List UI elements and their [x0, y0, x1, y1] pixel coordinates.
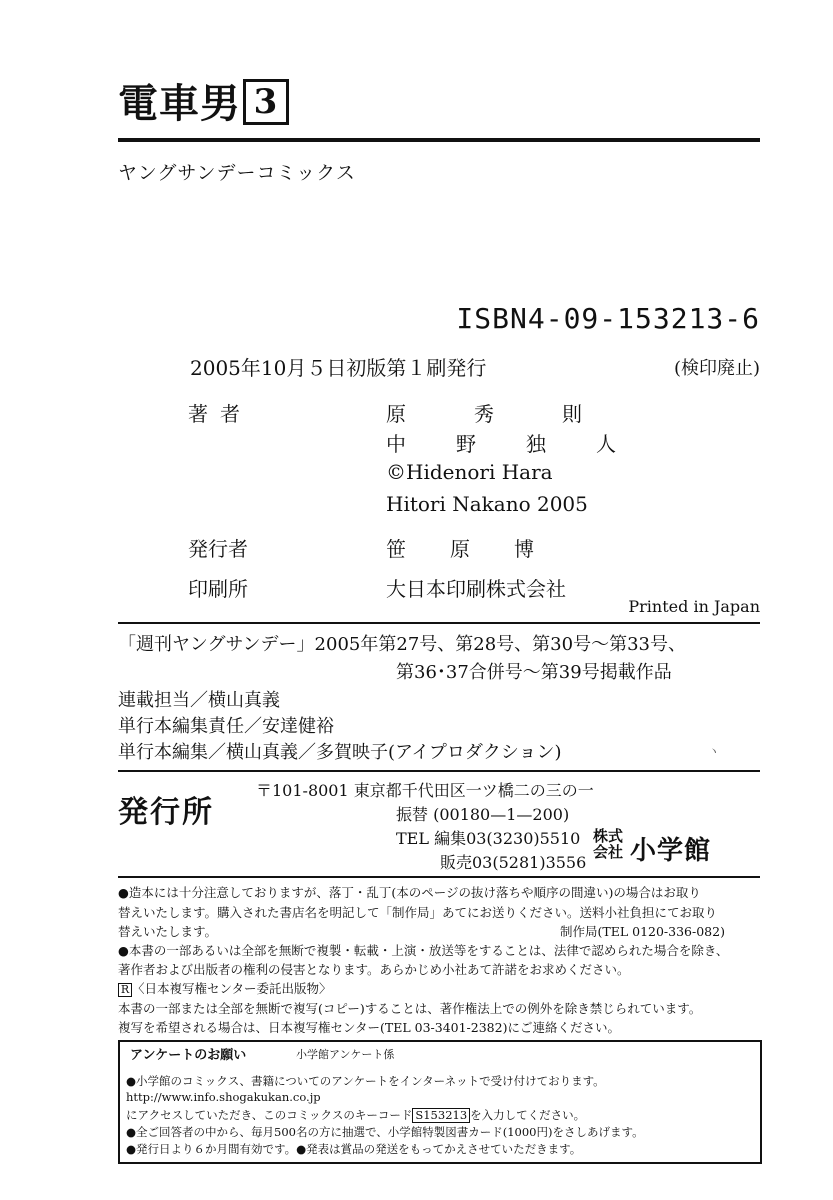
- publisher-label: 発行者: [188, 537, 248, 561]
- printed-in-japan: Printed in Japan: [628, 597, 760, 616]
- company-type: 株式会社: [592, 827, 623, 861]
- note-line-5: 著作者および出版者の権利の侵害となります。あらかじめ小社あて許諾をお求めください。: [118, 962, 630, 977]
- publishing-office-label: 発行所: [118, 795, 214, 830]
- publication-date: 2005年10月５日初版第１刷発行: [190, 356, 487, 380]
- serialization-line-1: 「週刊ヤングサンデー」2005年第27号、第28号、第30号〜第33号、: [118, 634, 686, 655]
- printer-label: 印刷所: [188, 577, 248, 601]
- survey-line-1: ●小学館のコミックス、書籍についてのアンケートをインターネットで受け付けております。: [126, 1074, 605, 1088]
- seal-abolished-note: (検印廃止): [673, 358, 760, 379]
- survey-url[interactable]: http://www.info.shogakukan.co.jp: [126, 1090, 321, 1104]
- stray-mark: ヽ: [708, 744, 721, 758]
- survey-key-code: S153213: [412, 1108, 470, 1123]
- rule-2: [118, 770, 760, 772]
- survey-dept: 小学館アンケート係: [296, 1048, 395, 1061]
- serialization-line-2: 第36･37合併号〜第39号掲載作品: [396, 662, 672, 683]
- survey-line-3: [126, 1107, 585, 1123]
- survey-line-3-post: を入力してください。: [470, 1108, 586, 1122]
- volume-number: 3: [243, 79, 289, 125]
- production-dept-tel: 制作局(TEL 0120-336-082): [560, 924, 725, 939]
- rule-3: [118, 876, 760, 878]
- office-transfer-account: 振替 (00180—1—200): [396, 805, 570, 824]
- note-line-6: [118, 979, 332, 997]
- survey-line-5: ●発行日より６か月間有効です。●発表は賞品の発送をもってかえさせていただきます。: [126, 1142, 582, 1156]
- rule-1: [118, 622, 760, 624]
- staff-line-3: 単行本編集／横山真義／多賀映子(アイプロダクション): [118, 742, 562, 763]
- author-name-2: 中野独人: [386, 432, 666, 456]
- book-title-main: 電車男: [118, 80, 241, 127]
- office-tel-sales: 販売03(5281)3556: [440, 853, 587, 872]
- book-title: [118, 72, 289, 129]
- author-name-1: 原秀則: [386, 402, 650, 426]
- isbn: ISBN4-09-153213-6: [456, 302, 760, 335]
- survey-title: アンケートのお願い: [130, 1048, 247, 1063]
- printer-name: 大日本印刷株式会社: [386, 577, 566, 601]
- company-name: 小学館: [630, 836, 712, 866]
- copyright-line-1: ©Hidenori Hara: [386, 460, 553, 484]
- copyright-line-2: Hitori Nakano 2005: [386, 492, 588, 516]
- staff-line-2: 単行本編集責任／安達健裕: [118, 716, 334, 737]
- note-line-4: ●本書の一部あるいは全部を無断で複製・転載・上演・放送等をすることは、法律で認められた場合を除き、: [118, 943, 729, 958]
- office-address: 〒101-8001 東京都千代田区一ツ橋二の三の一: [256, 781, 594, 800]
- series-name: ヤングサンデーコミックス: [118, 162, 356, 184]
- office-tel-editorial: TEL 編集03(3230)5510: [396, 829, 581, 848]
- note-line-3: 替えいたします。: [118, 924, 218, 939]
- note-line-2: 替えいたします。購入された書店名を明記して「制作局」あてにお送りください。送料小社負担にてお取り: [118, 905, 718, 920]
- survey-line-3-pre: にアクセスしていただき、このコミックスのキーコード: [126, 1108, 413, 1122]
- note-line-6-text: 〈日本複写権センター委託出版物〉: [132, 981, 332, 996]
- note-line-8: 複写を希望される場合は、日本複写権センター(TEL 03-3401-2382)にご連絡ください。: [118, 1020, 620, 1035]
- author-label: 著者: [188, 402, 252, 426]
- registered-mark: R: [118, 983, 132, 997]
- note-line-1: ●造本には十分注意しておりますが、落丁・乱丁(本のページの抜け落ちや順序の間違い)の場合はお取り: [118, 885, 701, 900]
- survey-line-4: ●全ご回答者の中から、毎月500名の方に抽選で、小学館特製図書カード(1000円)をさしあげます。: [126, 1125, 644, 1139]
- top-rule: [118, 138, 760, 142]
- staff-line-1: 連載担当／横山真義: [118, 690, 280, 711]
- note-line-7: 本書の一部または全部を無断で複写(コピー)することは、著作権法上での例外を除き禁じられています。: [118, 1001, 702, 1016]
- publisher-name: 笹原博: [386, 537, 578, 561]
